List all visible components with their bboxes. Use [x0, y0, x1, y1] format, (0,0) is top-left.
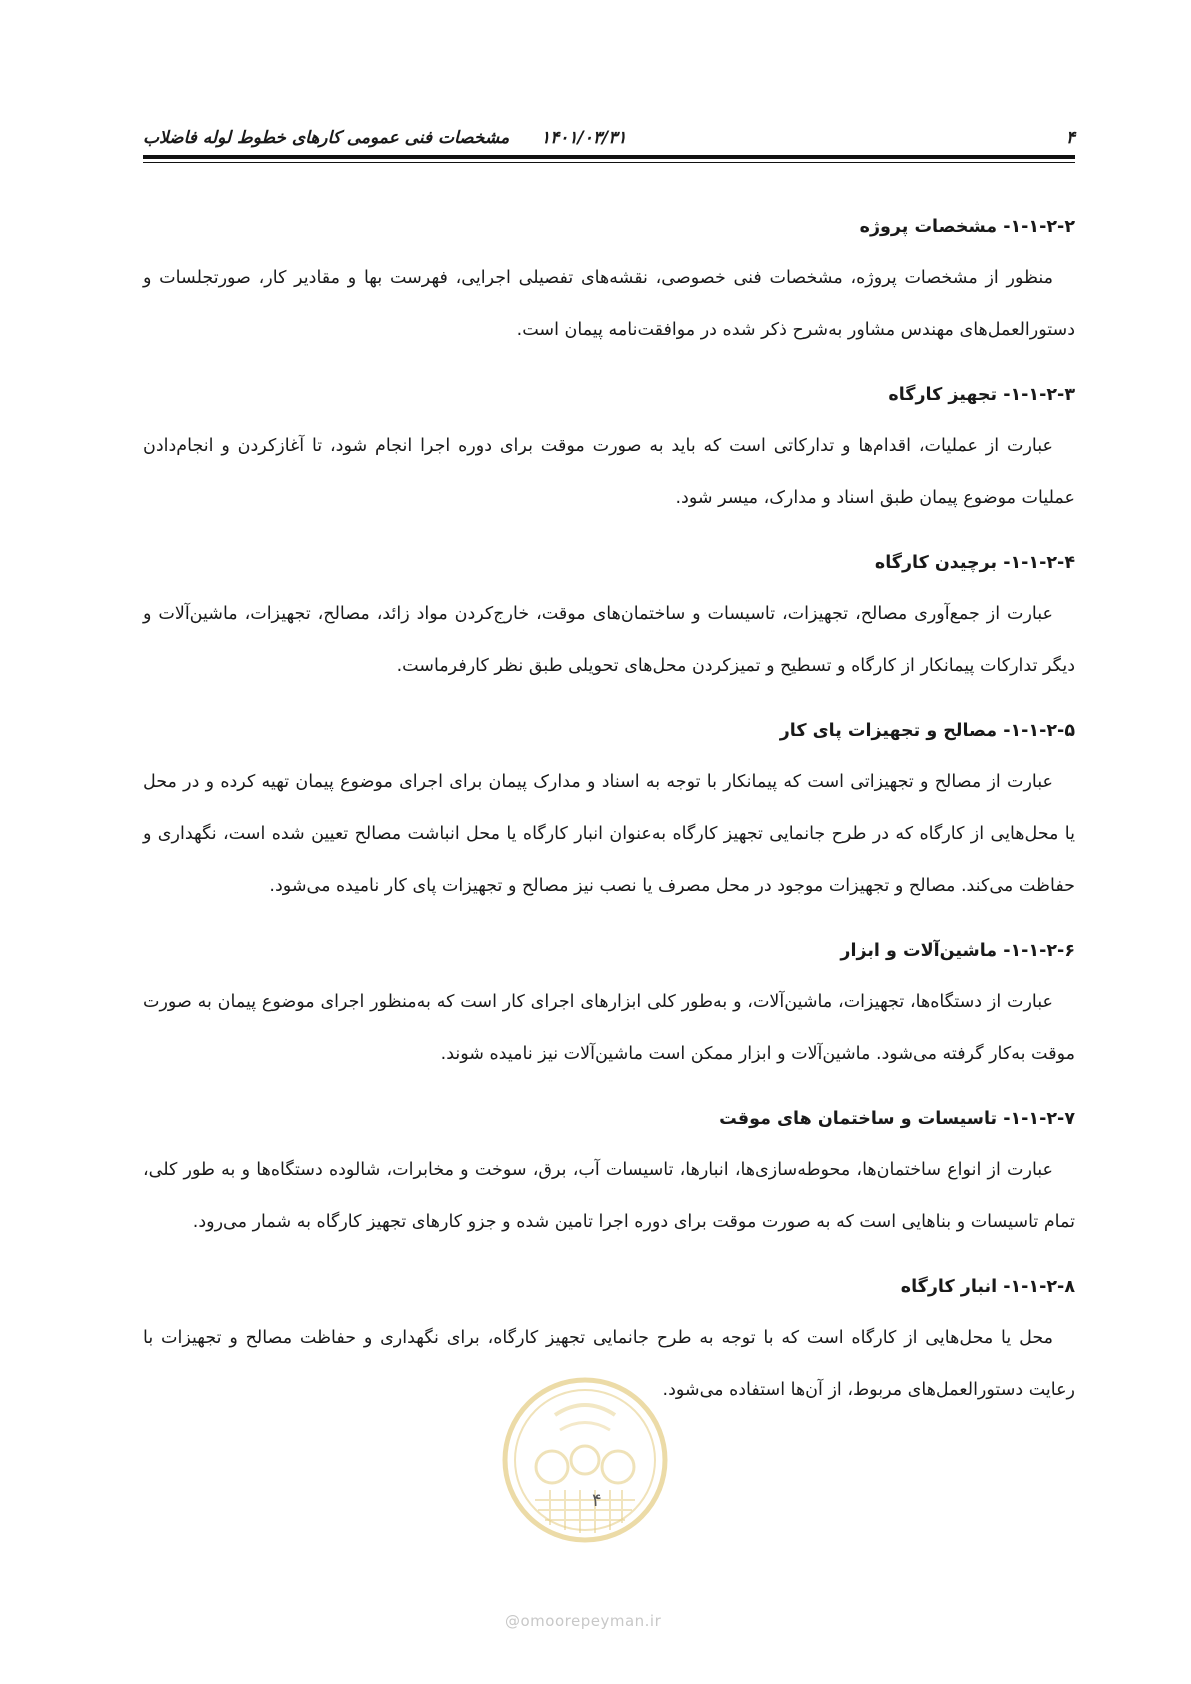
section-paragraph: منظور از مشخصات پروژه، مشخصات فنی خصوصی، نقشه‌های تفصیلی اجرایی، فهرست بها و مقادیر کار، صورتجلسات و دستورالعمل‌های مهندس مشاور به‌شرح ذکر شده در موافقت‌نامه پیمان است. [143, 268, 1075, 340]
section-title: ۱-۱-۲-۳- تجهیز کارگاه [888, 385, 1075, 405]
section-paragraph: عبارت از مصالح و تجهیزاتی است که پیمانکار با توجه به اسناد و مدارک پیمان برای اجرای موضوع پیمان تهیه کرده و در محل یا محل‌هایی از کارگاه که در طرح جانمایی تجهیز کارگاه به‌عنوان انبار کارگاه یا محل انباشت مصالح تعیین شده است، نگهداری و حفاظت می‌کند. مصالح و تجهیزات موجود در محل مصرف یا نصب نیز مصالح و تجهیزات پای کار نامیده می‌شود. [143, 772, 1075, 896]
section-title: ۱-۱-۲-۸- انبار کارگاه [900, 1277, 1075, 1297]
section-temporary-facilities [143, 1104, 1075, 1248]
header-rule-thin [143, 162, 1075, 163]
header-date: ۱۴۰۱/۰۳/۳۱ [541, 128, 627, 148]
section-title: ۱-۱-۲-۵- مصالح و تجهیزات پای کار [779, 721, 1075, 741]
section-paragraph: عبارت از دستگاه‌ها، تجهیزات، ماشین‌آلات، و به‌طور کلی ابزارهای اجرای کار است که به‌منظور اجرای موضوع پیمان به صورت موقت به‌کار گرفته می‌شود. ماشین‌آلات و ابزار ممکن است ماشین‌آلات نیز نامیده شوند. [143, 992, 1075, 1064]
section-site-demobilization [143, 548, 1075, 692]
footer-page-number: ۴ [592, 1490, 602, 1511]
section-paragraph: عبارت از عملیات، اقدام‌ها و تدارکاتی است که باید به صورت موقت برای دوره اجرا انجام شود، تا آغازکردن و انجام‌دادن عملیات موضوع پیمان طبق اسناد و مدارک، میسر شود. [143, 436, 1075, 508]
section-title: ۱-۱-۲-۷- تاسیسات و ساختمان های موقت [719, 1109, 1075, 1129]
section-paragraph: عبارت از انواع ساختمان‌ها، محوطه‌سازی‌ها، انبارها، تاسیسات آب، برق، سوخت و مخابرات، شالوده دستگاه‌ها و به طور کلی، تمام تاسیسات و بناهایی است که به صورت موقت برای دوره اجرا تامین شده و جزو کارهای تجهیز کارگاه به شمار می‌رود. [143, 1160, 1075, 1232]
watermark-seal-logo [500, 1375, 670, 1545]
header-title: مشخصات فنی عمومی کارهای خطوط لوله فاضلاب [143, 128, 510, 148]
section-site-mobilization [143, 380, 1075, 524]
watermark-url: @omoorepeyman.ir [505, 1612, 662, 1630]
header-page-number: ۴ [1065, 128, 1075, 148]
section-paragraph: عبارت از جمع‌آوری مصالح، تجهیزات، تاسیسات و ساختمان‌های موقت، خارج‌کردن مواد زائد، مصالح، تجهیزات، ماشین‌آلات و دیگر تدارکات پیمانکار از کارگاه و تسطیح و تمیزکردن محل‌های تحویلی طبق نظر کارفرماست. [143, 604, 1075, 676]
section-materials-on-site [143, 716, 1075, 912]
section-machinery-tools [143, 936, 1075, 1080]
document-body [143, 212, 1075, 1416]
section-title: ۱-۱-۲-۲- مشخصات پروژه [859, 217, 1075, 237]
section-title: ۱-۱-۲-۴- برچیدن کارگاه [874, 553, 1075, 573]
section-title: ۱-۱-۲-۶- ماشین‌آلات و ابزار [840, 941, 1075, 961]
section-project-specs [143, 212, 1075, 356]
page-header [143, 122, 1075, 152]
section-paragraph: محل یا محل‌هایی از کارگاه است که با توجه به طرح جانمایی تجهیز کارگاه، برای نگهداری و حفاظت مصالح و تجهیزات با رعایت دستورالعمل‌های مربوط، از آن‌ها استفاده می‌شود. [143, 1328, 1075, 1400]
header-rule-thick [143, 155, 1075, 159]
